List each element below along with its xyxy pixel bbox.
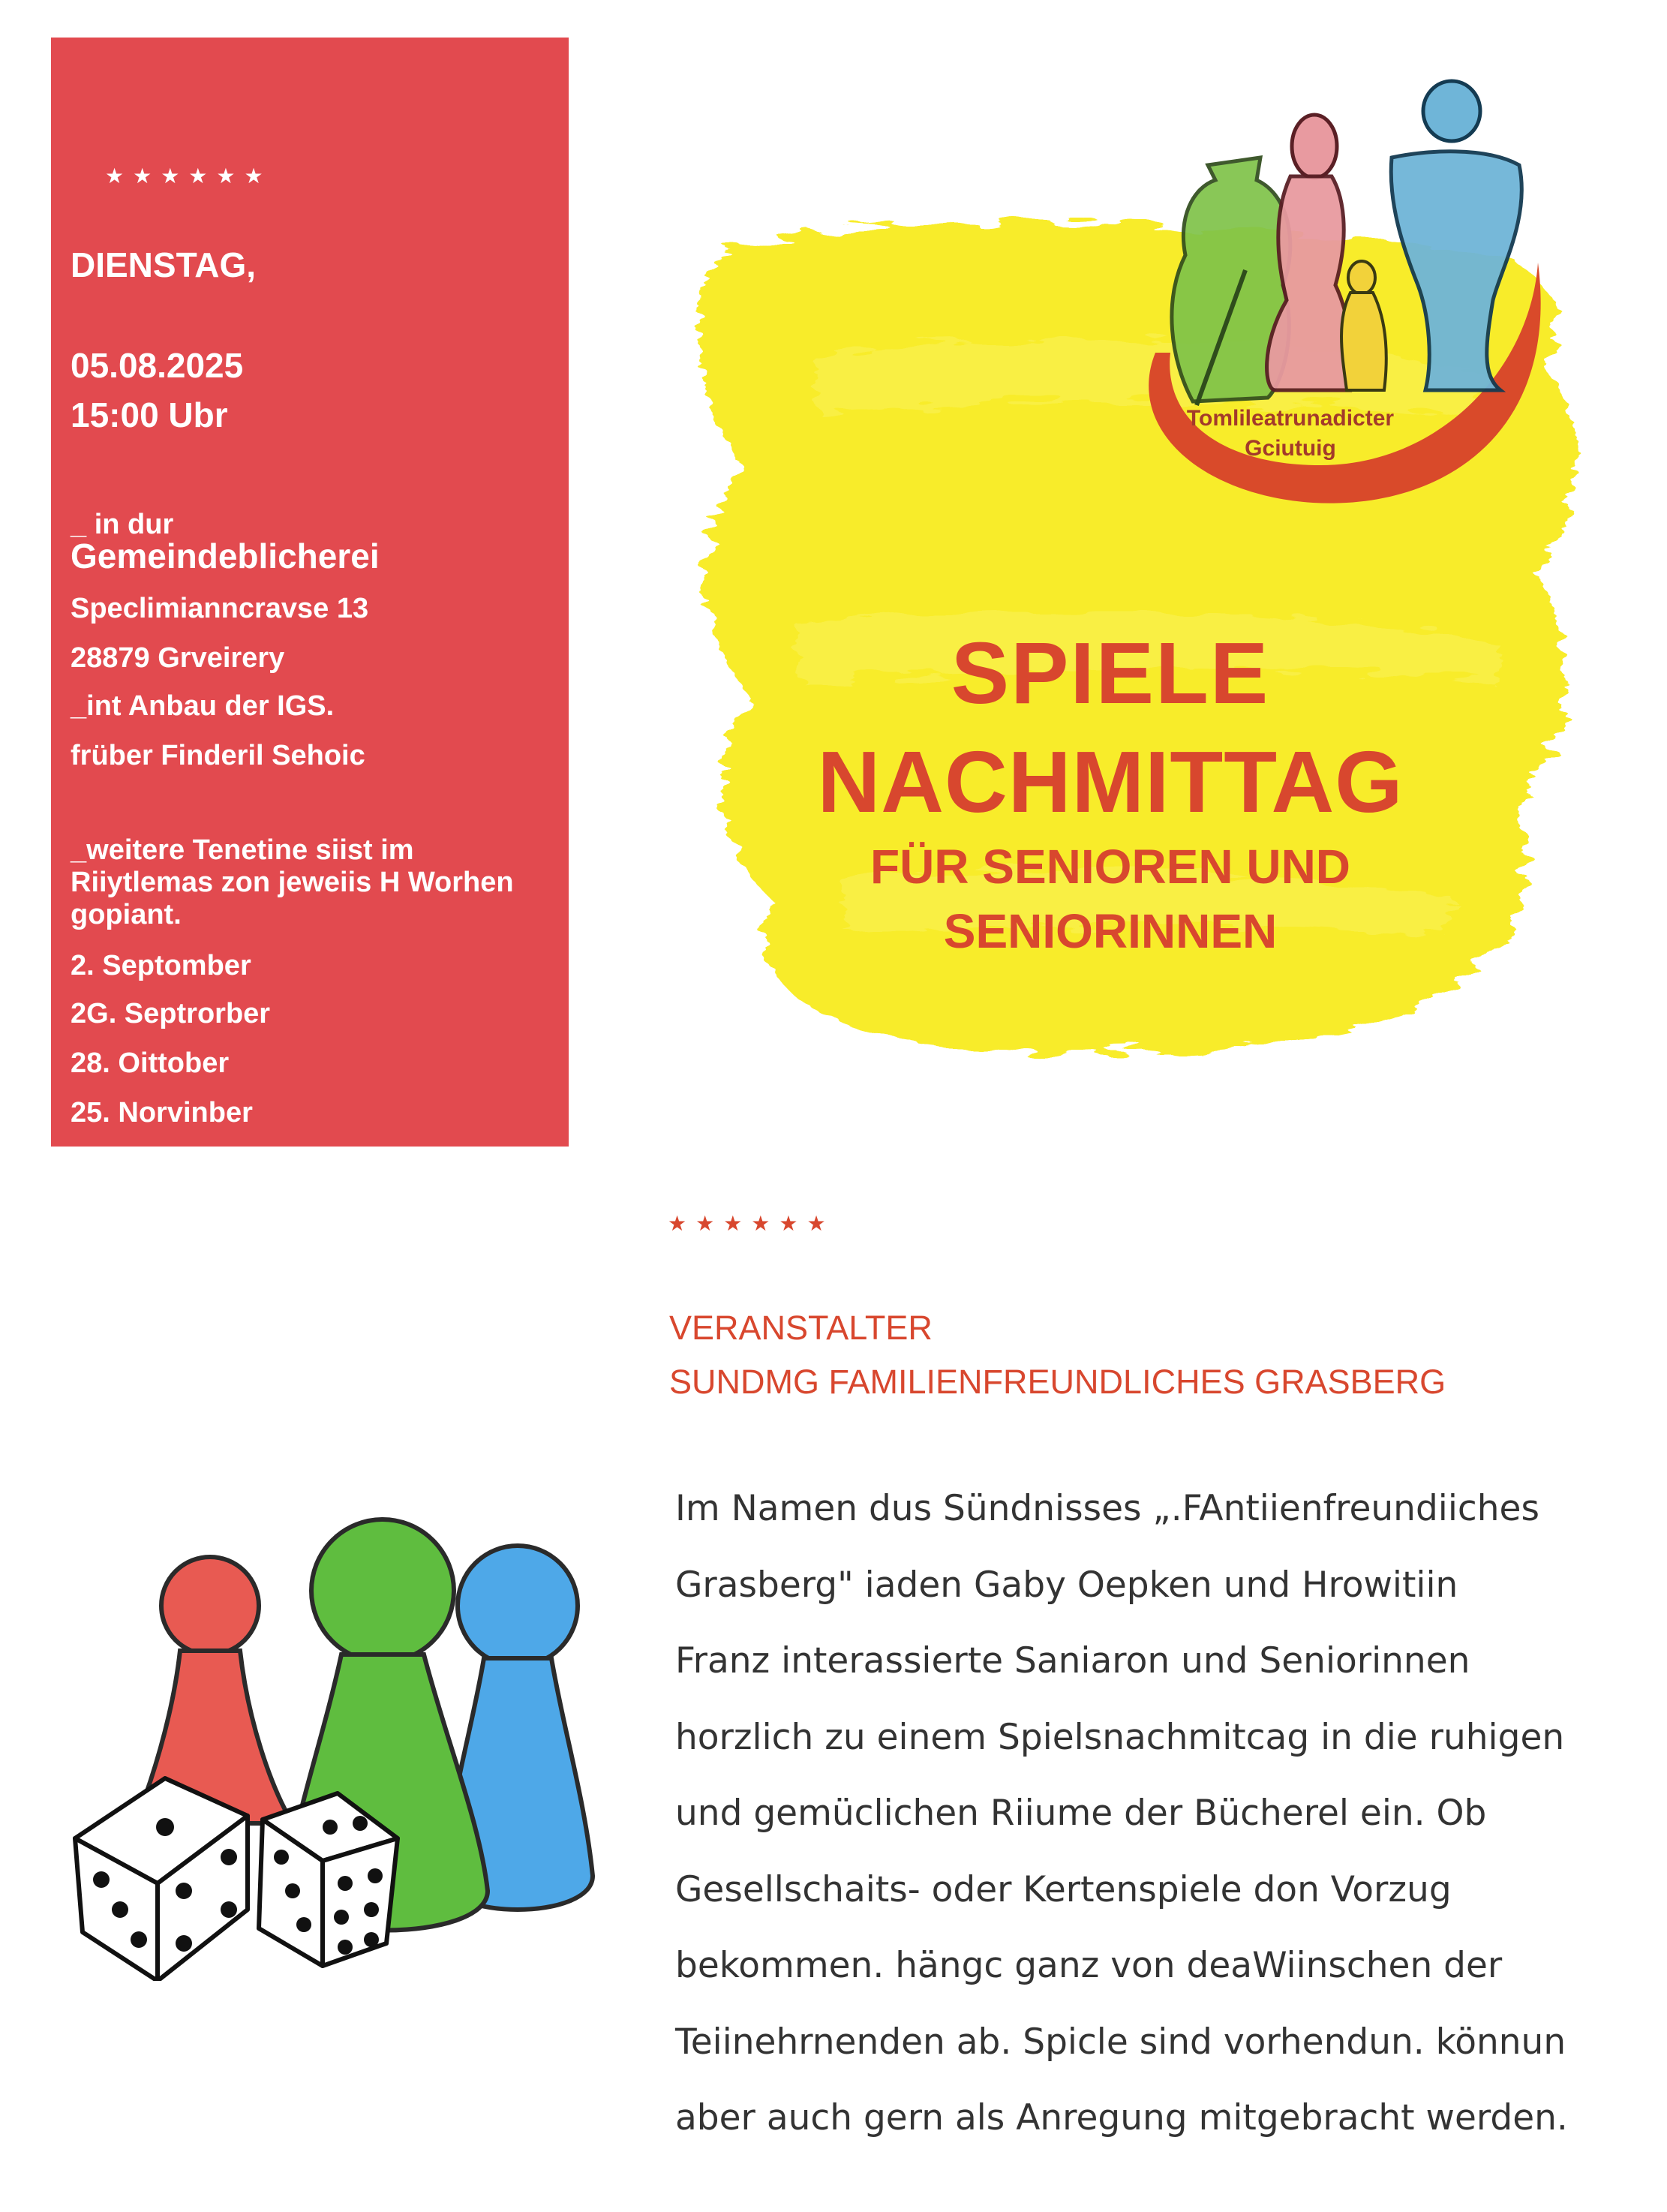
logo-caption: [1155, 404, 1425, 464]
title-line2: NACHMITTAG: [817, 733, 1404, 831]
date-item: 2G. Septrorber: [71, 998, 271, 1029]
location-prefix: _ in dur: [71, 509, 174, 540]
venue-street: Speclimianncravse 13: [71, 593, 369, 624]
invitation-line: Im Namen dus Sündnisses „.FAntiienfreundiiches: [675, 1488, 1539, 1529]
organizer-stars: ★★★★★★: [668, 1212, 835, 1235]
further-dates-note: _weitere Tenetine siist im Riiytlemas zon jeweiis H Worhen gopiant.: [71, 834, 514, 930]
event-info-panel: [51, 38, 569, 1147]
venue-city: 28879 Grveirery: [71, 642, 285, 674]
organizer-label: VERANSTALTER: [669, 1309, 933, 1347]
venue-name: Gemeindeblicherei: [71, 536, 380, 576]
venue-annex: _int Anbau der IGS.: [71, 690, 335, 722]
event-time: 15:00 Ubr: [71, 395, 228, 434]
title-line3: FÜR SENIOREN UND: [870, 840, 1351, 894]
invitation-line: bekommen. hängc ganz von deaWiinschen der: [675, 1945, 1503, 1986]
event-date: 05.08.2025: [71, 346, 244, 385]
invitation-line: Gesellschaits- oder Kertenspiele don Vorzug: [675, 1868, 1452, 1910]
logo-caption-line1: Tomlileatrunadicter: [1186, 406, 1395, 431]
invitation-line: Franz interassierte Saniaron und Seniorinnen: [675, 1640, 1470, 1682]
invitation-line: und gemüclichen Riiume der Bücherel ein. Ob: [675, 1793, 1487, 1834]
game-pieces-illustration: [68, 1501, 608, 1981]
invitation-line: Teiinehrnenden ab. Spicle sind vorhendun. könnun: [675, 2021, 1566, 2063]
date-item: 2. Septomber: [71, 950, 251, 981]
title-line1: SPIELE: [951, 624, 1270, 722]
date-item: 25. Norvinber: [71, 1097, 253, 1129]
venue-former: früber Finderil Sehoic: [71, 740, 365, 771]
title-line4: SENIORINNEN: [943, 904, 1278, 958]
invitation-line: Grasberg" iaden Gaby Oepken und Hrowitiin: [675, 1564, 1458, 1606]
organizer-name: SUNDMG FAMILIENFREUNDLICHES GRASBERG: [669, 1363, 1446, 1401]
logo-caption-line2: Gciutuig: [1245, 436, 1336, 461]
event-day: DIENSTAG,: [71, 245, 257, 284]
invitation-line: horzlich zu einem Spielsnachmitcag in die ruhigen: [675, 1716, 1565, 1758]
invitation-text: [675, 1471, 1568, 2156]
panel-stars: ★★★★★★: [105, 164, 272, 188]
invitation-line: aber auch gern als Anregung mitgebracht werden.: [675, 2097, 1568, 2138]
date-item: 28. Oittober: [71, 1047, 230, 1079]
die-icon: [75, 1778, 248, 1981]
